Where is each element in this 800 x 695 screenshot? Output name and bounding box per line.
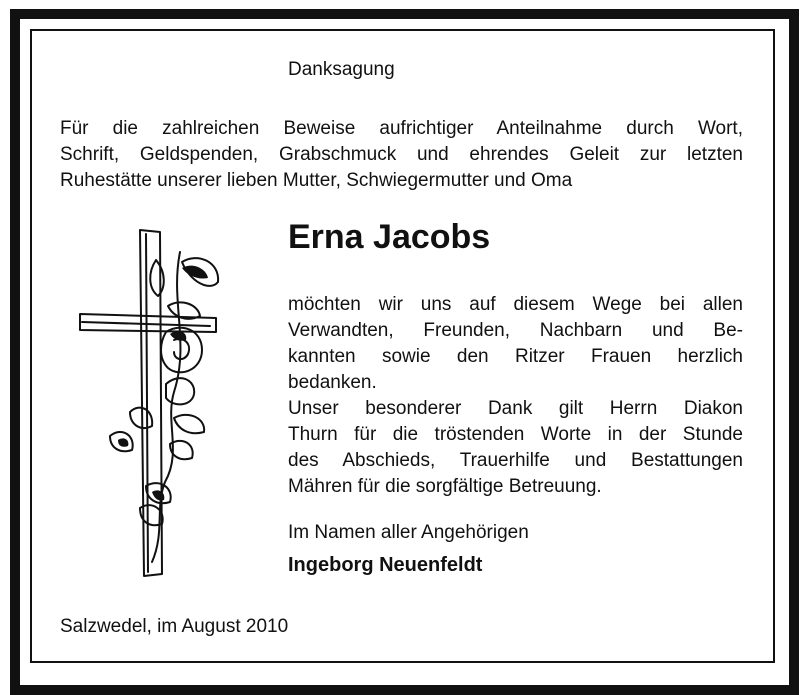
body-line: Mähren für die sorgfältige Betreuung. — [288, 476, 602, 497]
deceased-name: Erna Jacobs — [288, 218, 491, 256]
signer-name: Ingeborg Neuenfeldt — [288, 554, 483, 576]
body-line: bedanken. — [288, 372, 377, 393]
body-line: Verwandten, Freunden, Nachbarn und Be- — [288, 320, 743, 341]
cross-with-roses-icon — [70, 222, 230, 582]
notice-heading: Danksagung — [288, 59, 395, 80]
thanks-text — [288, 292, 743, 500]
intro-line: Ruhestätte unserer lieben Mutter, Schwiegermutter und Oma — [60, 170, 573, 191]
body-line: des Abschieds, Trauerhilfe und Bestattungen — [288, 450, 743, 471]
body-line: möchten wir uns auf diesem Wege bei allen — [288, 294, 743, 315]
intro-line: Für die zahlreichen Beweise aufrichtiger Anteilnahme durch Wort, — [60, 118, 743, 139]
intro-text — [60, 116, 743, 194]
body-line: Unser besonderer Dank gilt Herrn Diakon — [288, 398, 743, 419]
body-line: Thurn für die tröstenden Worte in der Stunde — [288, 424, 743, 445]
intro-line: Schrift, Geldspenden, Grabschmuck und ehrendes Geleit zur letzten — [60, 144, 743, 165]
place-date: Salzwedel, im August 2010 — [60, 616, 289, 637]
body-line: kannten sowie den Ritzer Frauen herzlich — [288, 346, 743, 367]
closing-line: Im Namen aller Angehörigen — [288, 522, 529, 543]
